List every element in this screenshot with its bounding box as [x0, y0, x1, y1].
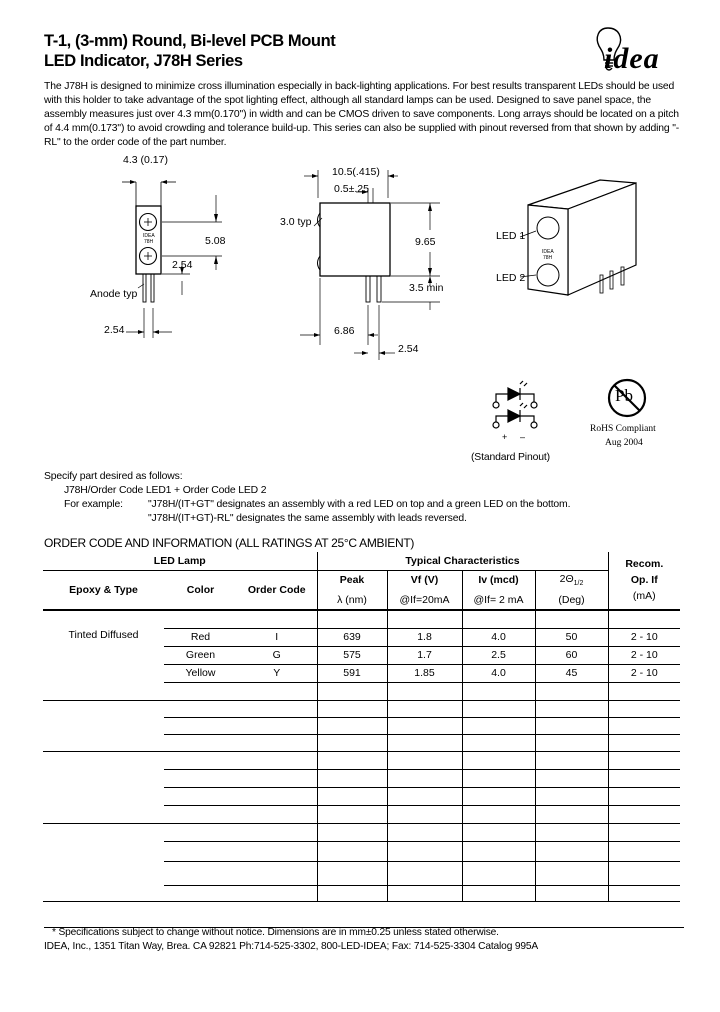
cell-code: G: [237, 646, 317, 664]
intro-paragraph: The J78H is designed to minimize cross illumination especially in back-lighting applications. For best results transparent LEDs should be used with this holder to take advantage of the spot lighting effect, although all standard lamps can be used. Designed to save panel space, the assembly measures just over 4.3 mm(0.170") in width and can be CMOS driven to save components. Long arrays should be located on a pitch of 4.4 mm(0.173") to avoid crowding and tolerance build-up. This series can also be supplied with pinout reversed from that shown by adding "-RL" to the order code of the part number.: [44, 81, 680, 149]
isometric-view-drawing: [490, 165, 650, 315]
col-iv: Iv (mcd): [462, 570, 535, 590]
footer-note: * Specifications subject to change without notice. Dimensions are in mm±0.25 unless stated otherwise.: [52, 927, 499, 938]
order-code-table: [43, 552, 680, 902]
rohs-symbol: Pb: [615, 386, 633, 405]
col-recom-unit: (mA): [608, 590, 680, 610]
cell-vf: 1.7: [387, 646, 462, 664]
iso-body-label-2: 78H: [543, 255, 553, 261]
col-order: Order Code: [237, 570, 317, 610]
logo-text: idea: [604, 42, 660, 75]
example2: "J78H/(IT+GT)-RL" designates the same assembly with leads reversed.: [148, 513, 467, 524]
rohs-line1: RoHS Compliant: [590, 424, 656, 434]
footer-address: IDEA, Inc., 1351 Titan Way, Brea. CA 92821 Ph:714-525-3302, 800-LED-IDEA; Fax: 714-525-3304 Catalog 995A: [44, 941, 539, 952]
cell-color: Yellow: [164, 664, 237, 682]
group-led-lamp: LED Lamp: [153, 554, 206, 567]
col-theta-unit: (Deg): [535, 590, 608, 610]
specify-line1: Specify part desired as follows:: [44, 471, 183, 482]
cell-peak: 591: [317, 664, 387, 682]
cell-vf: 1.8: [387, 628, 462, 646]
cell-peak: 639: [317, 628, 387, 646]
cell-code: Y: [237, 664, 317, 682]
page-subtitle: LED Indicator, J78H Series: [44, 52, 243, 70]
pinout-diagram: [470, 380, 570, 470]
cell-iv: 4.0: [462, 628, 535, 646]
front-view-drawing: [80, 150, 280, 340]
cell-recom: 2 - 10: [608, 664, 680, 682]
col-peak: Peak: [317, 570, 387, 590]
front-body-label: IDEA: [143, 233, 155, 239]
col-recom: Recom.: [608, 552, 680, 570]
dim-side-lead-length: 3.5 min: [409, 282, 444, 294]
anode-label: Anode typ: [90, 288, 138, 300]
theta-label: 2Θ: [559, 573, 574, 586]
front-body-label-2: 78H: [144, 239, 154, 245]
group-typical: Typical Characteristics: [317, 552, 608, 570]
cell-theta: 50: [535, 628, 608, 646]
led1-label: LED 1: [496, 230, 526, 242]
dim-front-width: 4.3 (0.17): [123, 154, 168, 166]
iso-body-label: IDEA: [542, 249, 554, 255]
cell-color: Green: [164, 646, 237, 664]
cell-iv: 4.0: [462, 664, 535, 682]
pinout-plus: +: [502, 432, 508, 442]
page-title: T-1, (3-mm) Round, Bi-level PCB Mount: [44, 32, 336, 50]
cell-recom: 2 - 10: [608, 628, 680, 646]
dim-front-spacing: 5.08: [205, 235, 226, 247]
dim-side-lead-width: 0.5±.25: [334, 183, 369, 195]
rohs-badge: [585, 374, 675, 454]
cell-vf: 1.85: [387, 664, 462, 682]
dim-side-height: 9.65: [415, 236, 436, 248]
col-epoxy: Epoxy & Type: [43, 570, 164, 610]
col-recom2: Op. If: [608, 570, 680, 590]
cell-theta: 60: [535, 646, 608, 664]
group-tinted-diffused: Tinted Diffused: [43, 610, 164, 700]
dim-side-lead-pitch: 2.54: [398, 343, 419, 355]
col-vf: Vf (V): [387, 570, 462, 590]
col-color: Color: [164, 570, 237, 610]
side-view-drawing: [270, 160, 460, 360]
pinout-minus: –: [520, 432, 526, 442]
cell-theta: 45: [535, 664, 608, 682]
theta-sub: 1/2: [573, 580, 584, 588]
section-title: ORDER CODE AND INFORMATION (ALL RATINGS AT 25°C AMBIENT): [44, 536, 415, 550]
dim-front-pitch: 2.54: [172, 259, 193, 271]
dim-side-depth: 10.5(.415): [332, 166, 380, 178]
dim-front-lead-pitch: 2.54: [104, 324, 125, 336]
cell-iv: 2.5: [462, 646, 535, 664]
col-peak-unit: λ (nm): [317, 590, 387, 610]
col-theta: [535, 570, 608, 590]
idea-logo: [594, 24, 684, 82]
led2-label: LED 2: [496, 272, 526, 284]
cell-color: Red: [164, 628, 237, 646]
example-label: For example:: [64, 499, 123, 510]
col-iv-cond: @If= 2 mA: [462, 590, 535, 610]
cell-recom: 2 - 10: [608, 646, 680, 664]
pinout-caption: (Standard Pinout): [471, 452, 550, 463]
dim-side-notch: 3.0 typ: [280, 216, 312, 228]
col-vf-cond: @If=20mA: [387, 590, 462, 610]
cell-code: I: [237, 628, 317, 646]
dim-side-lead-offset: 6.86: [334, 325, 355, 337]
rohs-line2: Aug 2004: [605, 438, 643, 448]
specify-line2: J78H/Order Code LED1 + Order Code LED 2: [64, 485, 267, 496]
example1: "J78H/(IT+GT" designates an assembly with a red LED on top and a green LED on the bottom.: [148, 499, 571, 510]
cell-peak: 575: [317, 646, 387, 664]
